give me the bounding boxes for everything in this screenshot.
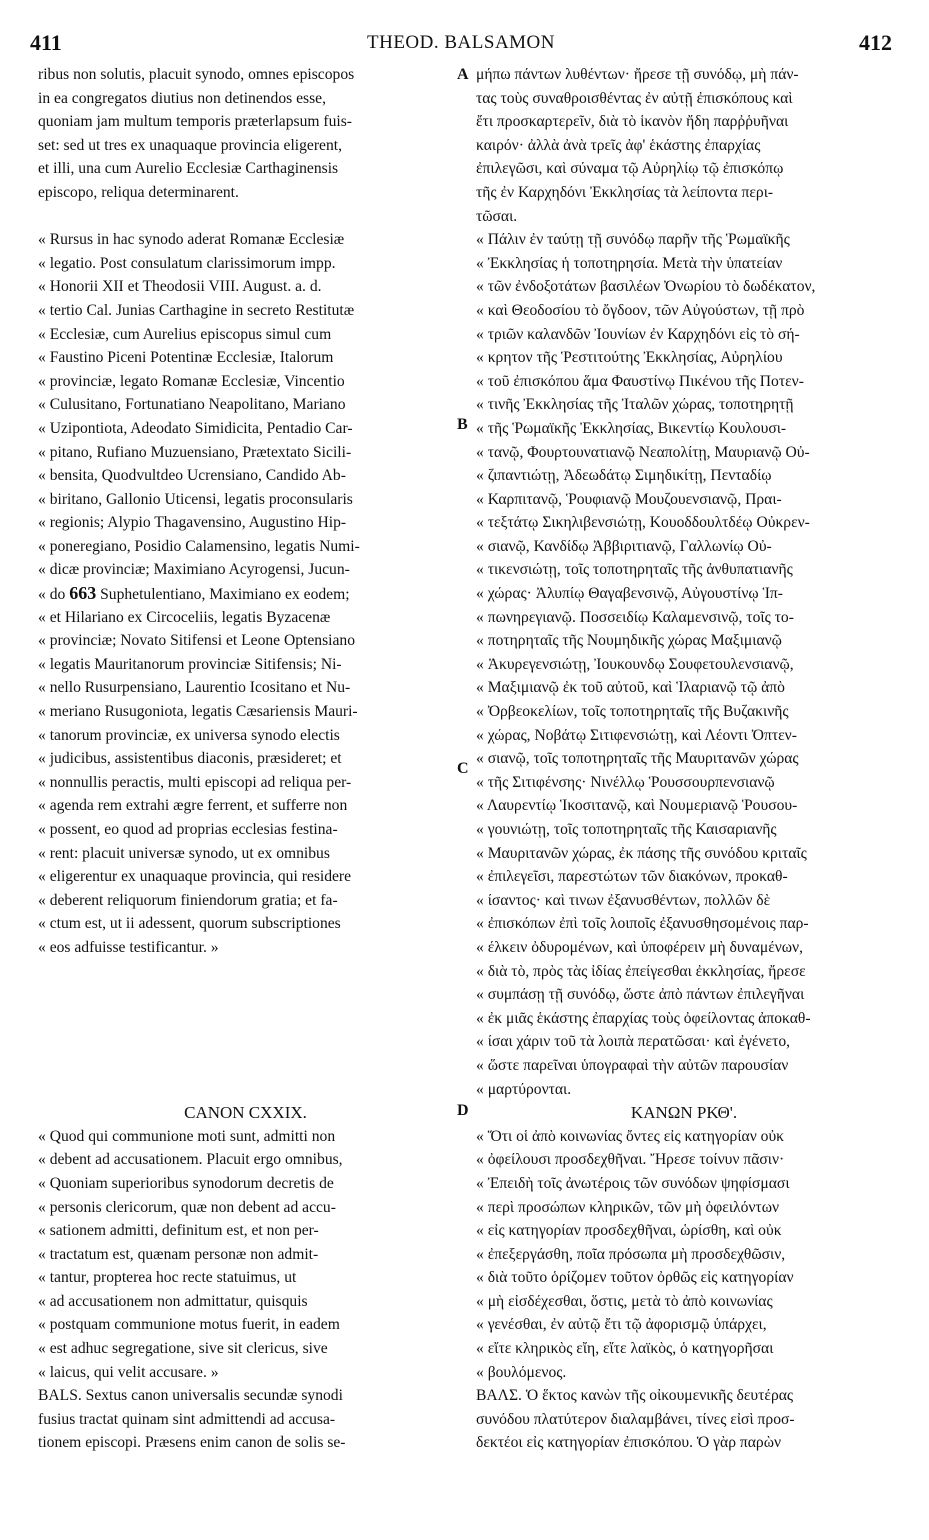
latin-paragraph-1: [38, 63, 453, 205]
latin-column: [38, 63, 453, 1455]
page-number-right: 412: [859, 30, 892, 55]
text-line: BALS. Sextus canon universalis secundæ synodi: [38, 1387, 343, 1405]
margin-marker-b: B: [457, 416, 468, 433]
text-line: ribus non solutis, placuit synodo, omnes episcopos: [38, 66, 355, 83]
text-line: « tanorum provinciæ, ex universa synodo electis: [38, 726, 340, 744]
text-line: « Ἀκυρεγενσιώτῃ, Ἰουκουνδῳ Σουφετουλενσιανῷ,: [476, 655, 794, 673]
text-line: « τῆς Ῥωμαϊκῆς Ἐκκλησίας, Βικεντίῳ Κουλουσι-: [476, 419, 787, 437]
text-line: « agenda rem extrahi ægre ferrent, et sufferre non: [38, 797, 348, 815]
text-line: « Honorii XII et Theodosii VIII. August. a. d.: [38, 278, 322, 296]
running-title: THEOD. BALSAMON: [367, 32, 555, 53]
text-line: « Quoniam superioribus synodorum decretis de: [38, 1174, 334, 1192]
text-line: « έλκειν ὀδυρομένων, καὶ ὑποφέρειν μὴ δυναμένων,: [476, 938, 804, 956]
text-line: « personis clericorum, quæ non debent ad accu-: [38, 1198, 336, 1216]
text-line: « Quod qui communione moti sunt, admitti non: [38, 1127, 336, 1145]
text-line: « legatis Mauritanorum provinciæ Sitifensis; Ni-: [38, 655, 342, 673]
text-line: « deberent reliquorum finiendorum gratia; et fa-: [38, 891, 338, 909]
text-line: « εἰς κατηγορίαν προσδεχθῆναι, ὡρίσθη, καὶ οὐκ: [476, 1222, 782, 1240]
line-prefix: « do: [38, 586, 66, 604]
text-line: « τοῦ ἐπισκόπου ἅμα Φαυστίνῳ Πικένου τῆς Ποτεν-: [476, 372, 804, 390]
text-line: « τινῆς Ἐκκλησίας τῆς Ἰταλῶν χώρας, τοποτηρητῇ: [476, 396, 794, 414]
text-line: « σιανῷ, τοῖς τοποτηρηταῖς τῆς Μαυριτανῶν χώρας: [476, 750, 799, 768]
text-line: « κρητον τῆς Ῥεστιτούτης Ἐκκλησίας, Αὐρηλίου: [476, 349, 783, 367]
text-line: μήπω πάντων λυθέντων· ἤρεσε τῇ συνόδῳ, μὴ πάν-: [476, 66, 799, 83]
text-line: « συμπάσῃ τῇ συνόδῳ, ὥστε ἀπὸ πάντων ἐπιλεγῆναι: [476, 986, 805, 1004]
text-line: συνόδου πλατύτερον διαλαμβάνει, τίνες εἰσὶ προσ-: [476, 1410, 795, 1428]
text-line: « debent ad accusationem. Placuit ergo omnibus,: [38, 1151, 343, 1169]
text-line: τας τοὺς συναθροισθέντας ἐν αὐτῇ ἐπισκόπους καὶ: [476, 89, 793, 107]
text-line: « ὀφείλουσι προσδεχθῆναι. Ἤρεσε τοίνυν πᾶσιν·: [476, 1151, 785, 1169]
text-line: « ἐκ μιᾶς ἑκάστης ἐπαρχίας τοὺς ὀφείλοντας ἀποκαθ-: [476, 1009, 811, 1027]
text-line: « πωνηρεγιανῷ. Ποσσειδίῳ Καλαμενσινῷ, τοῖς το-: [476, 608, 794, 626]
text-line: « Ὅτι οἱ ἀπὸ κοινωνίας ὄντες εἰς κατηγορίαν οὐκ: [476, 1127, 785, 1145]
text-line: « Faustino Piceni Potentinæ Ecclesiæ, Italorum: [38, 349, 334, 367]
text-line: « Culusitano, Fortunatiano Neapolitano, Mariano: [38, 396, 346, 414]
text-line: in ea congregatos diutius non detinendos esse,: [38, 89, 326, 107]
text-line: « tantur, propterea hoc recte statuimus, ut: [38, 1269, 297, 1287]
text-line: « διὰ τοῦτο ὁρίζομεν τοῦτον ὀρθῶς εἰς κατηγορίαν: [476, 1269, 794, 1287]
text-line: « provinciæ, legato Romanæ Ecclesiæ, Vincentio: [38, 372, 345, 390]
margin-marker-c: C: [457, 760, 469, 777]
text-line: « et Hilariano ex Circoceliis, legatis Byzacenæ: [38, 608, 331, 626]
text-line: « εἴτε κληρικὸς εἴη, εἴτε λαϊκὸς, ὁ κατηγορῆσαι: [476, 1340, 774, 1358]
greek-paragraph-1: [476, 63, 892, 228]
text-line: « καὶ Θεοδοσίου τὸ ὄγδοον, τῶν Αὐγούστων, τῇ πρὸ: [476, 301, 805, 319]
canon-title-greek: ΚΑΝΩΝ ΡΚΘ'.: [630, 1103, 738, 1123]
text-line: « γουνιώτῃ, τοῖς τοποτηρηταῖς τῆς Καισαριανῆς: [476, 821, 777, 838]
text-line: « τανῷ, Φουρτουνατιανῷ Νεαπολίτῃ, Μαυριανῷ Οὐ-: [476, 443, 810, 461]
latin-line-with-column-number: [38, 582, 453, 606]
text-line: « ίσαντος· καὶ τινων ἐξανυσθέντων, πολλῶν δὲ: [476, 891, 771, 909]
line-suffix: Suphetulentiano, Maximiano ex eodem;: [100, 586, 350, 604]
text-line: « eos adfuisse testificantur. »: [38, 938, 219, 956]
column-number: 663: [69, 583, 97, 604]
text-line: « Καρπιτανῷ, Ῥουφιανῷ Μουζουενσιανῷ, Πραι-: [476, 490, 782, 508]
text-line: « Μαξιμιανῷ ἐκ τοῦ αὐτοῦ, καὶ Ἱλαριανῷ τῷ ἀπὸ: [476, 679, 785, 697]
latin-paragraph-3: [38, 606, 453, 960]
text-line: ἐπιλεγῶσι, καὶ σύναμα τῷ Αὐρηλίῳ τῷ ἐπισκόπῳ: [476, 160, 784, 178]
text-line: « μαρτύρονται.: [476, 1080, 572, 1098]
text-line: « τῶν ἐνδοξοτάτων βασιλέων Ὀνωρίου τὸ δωδέκατον,: [476, 278, 816, 296]
text-line: « διὰ τὸ, πρὸς τὰς ἰδίας ἐπείγεσθαι ἐκκλησίας, ἤρεσε: [476, 962, 806, 980]
text-line: « ζιπαντιώτῃ, Ἀδεωδάτῳ Σιμηδικίτῃ, Πενταδίῳ: [476, 467, 772, 485]
text-line: « χώρας, Νοβάτῳ Σιτιφενσιώτῃ, καὶ Λέοντι Ὀπτεν-: [476, 726, 797, 744]
text-line: « Ἐκκλησίας ἡ τοποτηρησία. Μετὰ τὴν ὑπατείαν: [476, 254, 783, 272]
text-line: « ctum est, ut ii adessent, quorum subscriptiones: [38, 915, 341, 933]
text-line: « Uzipontiota, Adeodato Simidicita, Pentadio Car-: [38, 419, 353, 437]
canon-title-latin: CANON CXXIX.: [184, 1103, 307, 1123]
text-line: « Λαυρεντίῳ Ἱκοσιτανῷ, καὶ Νουμεριανῷ Ῥουσου-: [476, 797, 798, 815]
text-line: δεκτέοι εἰς κατηγορίαν ἐπισκόπου. Ὁ γὰρ παρὼν: [476, 1434, 782, 1452]
margin-marker-d: D: [457, 1102, 469, 1119]
text-line: « γενέσθαι, ἐν αὐτῷ ἔτι τῷ ἀφορισμῷ ὑπάρχει,: [476, 1316, 767, 1334]
latin-paragraph-2: [38, 228, 453, 582]
text-line: « Μαυριτανῶν χώρας, ἐκ πάσης τῆς συνόδου κριταῖς: [476, 844, 807, 862]
text-line: set: sed ut tres ex unaquaque provincia eligerent,: [38, 136, 342, 154]
text-line: « περὶ προσώπων κληρικῶν, τῶν μὴ ὀφειλόντων: [476, 1198, 780, 1216]
greek-paragraph-2: [476, 228, 892, 1101]
text-line: « nello Rusurpensiano, Laurentio Icositano et Nu-: [38, 679, 351, 697]
running-header: [30, 30, 892, 60]
text-line: τῆς ἐν Καρχηδόνι Ἐκκλησίας τὰ λείποντα περι-: [476, 183, 774, 201]
text-line: episcopo, reliqua determinarent.: [38, 183, 239, 201]
text-line: « biritano, Gallonio Uticensi, legatis proconsularis: [38, 490, 353, 508]
text-line: « ad accusationem non admittatur, quisquis: [38, 1292, 308, 1310]
page-number-left: 411: [30, 30, 62, 55]
text-line: « laicus, qui velit accusare. »: [38, 1363, 219, 1381]
text-line: « possent, eo quod ad proprias ecclesias festina-: [38, 821, 338, 838]
text-line: « ἐπισκόπων ἐπὶ τοῖς λοιποῖς ἐξανυσθησομένοις παρ-: [476, 915, 809, 933]
text-line: « Ὀρβεοκελίων, τοῖς τοποτηρηταῖς τῆς Βυζακινῆς: [476, 703, 789, 721]
text-line: « ποτηρηταῖς τῆς Νουμηδικῆς χώρας Μαξιμιανῷ: [476, 632, 782, 650]
text-line: « ὥστε παρεῖναι ὑπογραφαὶ τὴν αὐτῶν παρουσίαν: [476, 1056, 789, 1074]
latin-paragraph-4: [38, 1125, 453, 1455]
text-line: quoniam jam multum temporis præterlapsum fuis-: [38, 113, 352, 131]
text-line: « χώρας· Ἀλυπίῳ Θαγαβενσινῷ, Αὐγουστίνῳ Ἱπ-: [476, 585, 783, 603]
text-line: « provinciæ; Novato Sitifensi et Leone Optensiano: [38, 632, 356, 650]
text-line: « tertio Cal. Junias Carthagine in secreto Restitutæ: [38, 301, 355, 319]
text-line: et illi, una cum Aurelio Ecclesiæ Carthaginensis: [38, 160, 339, 178]
text-line: « Rursus in hac synodo aderat Romanæ Ecclesiæ: [38, 231, 345, 249]
text-line: « poneregiano, Posidio Calamensino, legatis Numi-: [38, 537, 360, 555]
text-line: « bensita, Quodvultdeo Ucrensiano, Candido Ab-: [38, 467, 346, 485]
text-line: « ἐπεξεργάσθη, ποῖα πρόσωπα μὴ προσδεχθῶσιν,: [476, 1245, 786, 1263]
text-line: καιρόν· ἀλλὰ ἀνὰ τρεῖς ἀφ' ἑκάστης ἐπαρχίας: [476, 136, 761, 154]
text-line: « postquam communione motus fuerit, in eadem: [38, 1316, 340, 1334]
text-line: ἔτι προσκαρτερεῖν, διὰ τὸ ἱκανὸν ἤδη παρῤῥυῆναι: [476, 113, 789, 131]
text-line: τῶσαι.: [476, 207, 518, 225]
text-line: « Ecclesiæ, cum Aurelius episcopus simul cum: [38, 325, 332, 343]
text-line: « τεξτάτῳ Σικηλιβενσιώτῃ, Κουοδδουλτδέῳ Οὐκρεν-: [476, 514, 810, 532]
text-line: « tractatum est, quænam personæ non admit-: [38, 1245, 319, 1263]
text-line: « σιανῷ, Κανδίδῳ Ἀββιριτιανῷ, Γαλλωνίῳ Οὐ-: [476, 537, 772, 555]
text-line: ΒΑΛΣ. Ὁ ἕκτος κανὼν τῆς οἰκουμενικῆς δευτέρας: [476, 1387, 794, 1405]
text-line: « τριῶν καλανδῶν Ἰουνίων ἐν Καρχηδόνι εἰς τὸ σή-: [476, 325, 800, 343]
greek-paragraph-3: [476, 1125, 892, 1455]
text-line: « pitano, Rufiano Muzuensiano, Prætextato Sicili-: [38, 443, 352, 461]
text-line: « meriano Rusugoniota, legatis Cæsariensis Mauri-: [38, 703, 358, 721]
text-line: « τικενσιώτῃ, τοῖς τοποτηρηταῖς τῆς ἀνθυπατιανῆς: [476, 561, 793, 579]
text-line: « eligerentur ex unaquaque provincia, qui residere: [38, 868, 352, 886]
text-line: « legatio. Post consulatum clarissimorum impp.: [38, 254, 336, 272]
margin-marker-a: A: [457, 66, 469, 83]
text-line: fusius tractat quinam sint admittendi ad accusa-: [38, 1410, 336, 1428]
text-line: « βουλόμενος.: [476, 1363, 567, 1381]
text-line: tionem episcopi. Præsens enim canon de solis se-: [38, 1434, 346, 1452]
text-line: « nonnullis peractis, multi episcopi ad reliqua per-: [38, 773, 352, 791]
text-line: « Πάλιν ἐν ταύτῃ τῇ συνόδῳ παρῆν τῆς Ῥωμαϊκῆς: [476, 231, 790, 249]
text-line: « τῆς Σιτιφένσης· Νινέλλῳ Ῥουσσουρπενσιανῷ: [476, 773, 775, 791]
text-line: « judicibus, assistentibus diaconis, præsideret; et: [38, 750, 342, 768]
text-line: « μὴ εἰσδέχεσθαι, ὅστις, μετὰ τὸ ἀπὸ κοινωνίας: [476, 1292, 773, 1310]
text-line: « ἐπιλεγεῖσι, παρεστώτων τῶν διακόνων, προκαθ-: [476, 868, 788, 886]
text-line: « sationem admitti, definitum est, et non per-: [38, 1222, 319, 1240]
text-line: « regionis; Alypio Thagavensino, Augustino Hip-: [38, 514, 347, 532]
greek-column: [476, 63, 892, 1455]
text-line: « Ἐπειδὴ τοῖς ἀνωτέροις τῶν συνόδων ψηφίσμασι: [476, 1174, 790, 1192]
text-line: « est adhuc segregatione, sive sit clericus, sive: [38, 1340, 328, 1358]
text-line: « rent: placuit universæ synodo, ut ex omnibus: [38, 844, 330, 862]
text-line: « dicæ provinciæ; Maximiano Acyrogensi, Jucun-: [38, 561, 350, 579]
text-line: « ίσαι χάριν τοῦ τὰ λοιπὰ περατῶσαι· καὶ ἐγένετο,: [476, 1033, 791, 1051]
